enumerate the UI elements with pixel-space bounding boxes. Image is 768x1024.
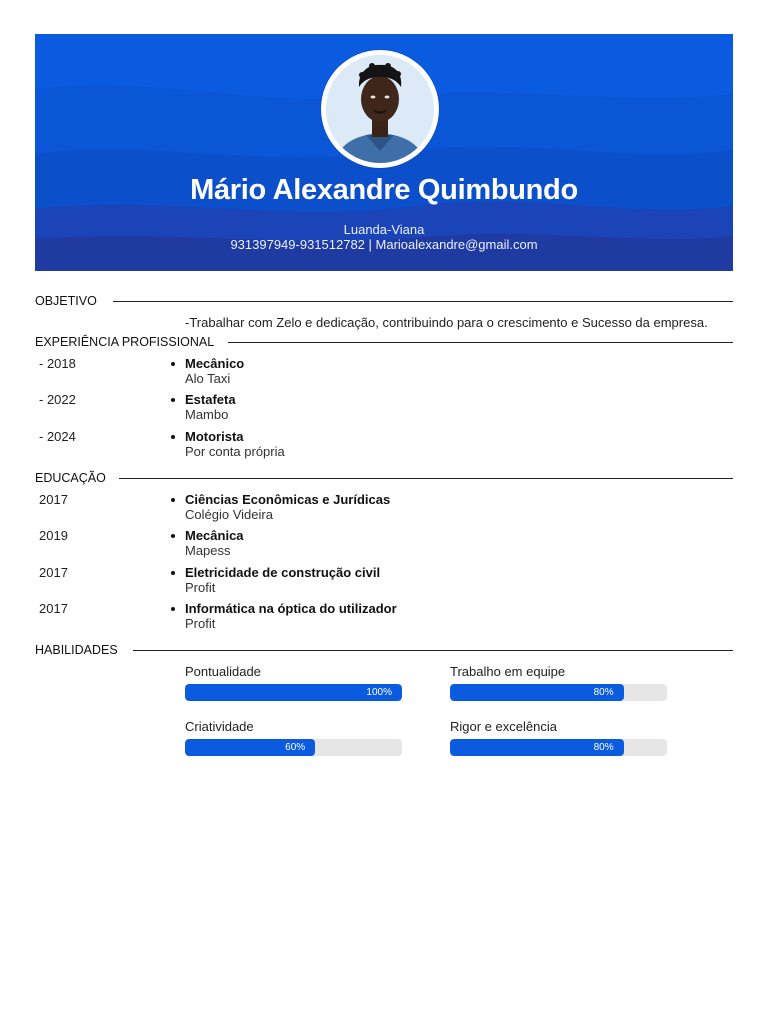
experience-title: Mecânico [185,356,245,371]
skill-percent: 80% [593,742,614,753]
experience-date: - 2018 [39,356,76,371]
education-institution: Profit [185,616,216,631]
skill-bar-track [450,739,667,756]
skill-item [185,719,403,759]
education-institution: Profit [185,580,216,595]
candidate-name: Mário Alexandre Quimbundo [190,174,578,206]
experience-company: Alo Taxi [185,371,231,386]
experience-title: Motorista [185,429,244,444]
avatar [321,50,439,168]
location: Luanda-Viana [343,222,425,237]
skill-label: Criatividade [185,719,254,734]
education-item [35,601,733,635]
skill-bar-fill [450,684,624,701]
skill-bar-fill [185,739,315,756]
bullet-icon [171,362,175,366]
education-date: 2017 [39,565,68,580]
education-title: Informática na óptica do utilizador [185,601,397,616]
objective-text: -Trabalhar com Zelo e dedicação, contribuindo para o crescimento e Sucesso da empresa. [185,315,708,330]
experience-title: Estafeta [185,392,236,407]
education-title: Mecânica [185,528,244,543]
skill-label: Trabalho em equipe [450,664,566,679]
section-experience-heading: EXPERIÊNCIA PROFISSIONAL [35,335,215,349]
education-institution: Colégio Videira [185,507,273,522]
skill-bar-track [450,684,667,701]
skill-bar-track [185,739,402,756]
experience-company: Por conta própria [185,444,285,459]
skill-label: Rigor e excelência [450,719,557,734]
education-institution: Mapess [185,543,231,558]
section-divider [119,478,733,479]
bullet-icon [171,607,175,611]
education-item [35,565,733,599]
experience-company: Mambo [185,407,229,422]
skill-percent: 100% [366,687,392,698]
skill-item [450,664,668,704]
profile-photo [326,55,434,163]
section-skills-heading: HABILIDADES [35,643,118,657]
education-title: Eletricidade de construção civil [185,565,381,580]
contact-info: 931397949-931512782 | Marioalexandre@gmail.com [230,237,538,252]
bullet-icon [171,534,175,538]
skill-bar-fill [450,739,624,756]
section-divider [113,301,733,302]
header-banner [35,34,733,271]
section-education-heading: EDUCAÇÃO [35,471,106,485]
experience-date: - 2024 [39,429,76,444]
skill-bar-fill [185,684,402,701]
education-date: 2017 [39,601,68,616]
education-item [35,528,733,562]
experience-item [35,356,733,390]
skill-percent: 80% [593,687,614,698]
education-date: 2017 [39,492,68,507]
skill-item [450,719,668,759]
section-divider [133,650,733,651]
bullet-icon [171,571,175,575]
skill-percent: 60% [285,742,306,753]
bullet-icon [171,498,175,502]
education-title: Ciências Econômicas e Jurídicas [185,492,391,507]
bullet-icon [171,398,175,402]
section-divider [228,342,733,343]
experience-item [35,392,733,426]
skill-label: Pontualidade [185,664,261,679]
experience-item [35,429,733,463]
education-item [35,492,733,526]
section-objective-heading: OBJETIVO [35,294,97,308]
bullet-icon [171,435,175,439]
experience-date: - 2022 [39,392,76,407]
education-date: 2019 [39,528,68,543]
skill-item [185,664,403,704]
skill-bar-track [185,684,402,701]
